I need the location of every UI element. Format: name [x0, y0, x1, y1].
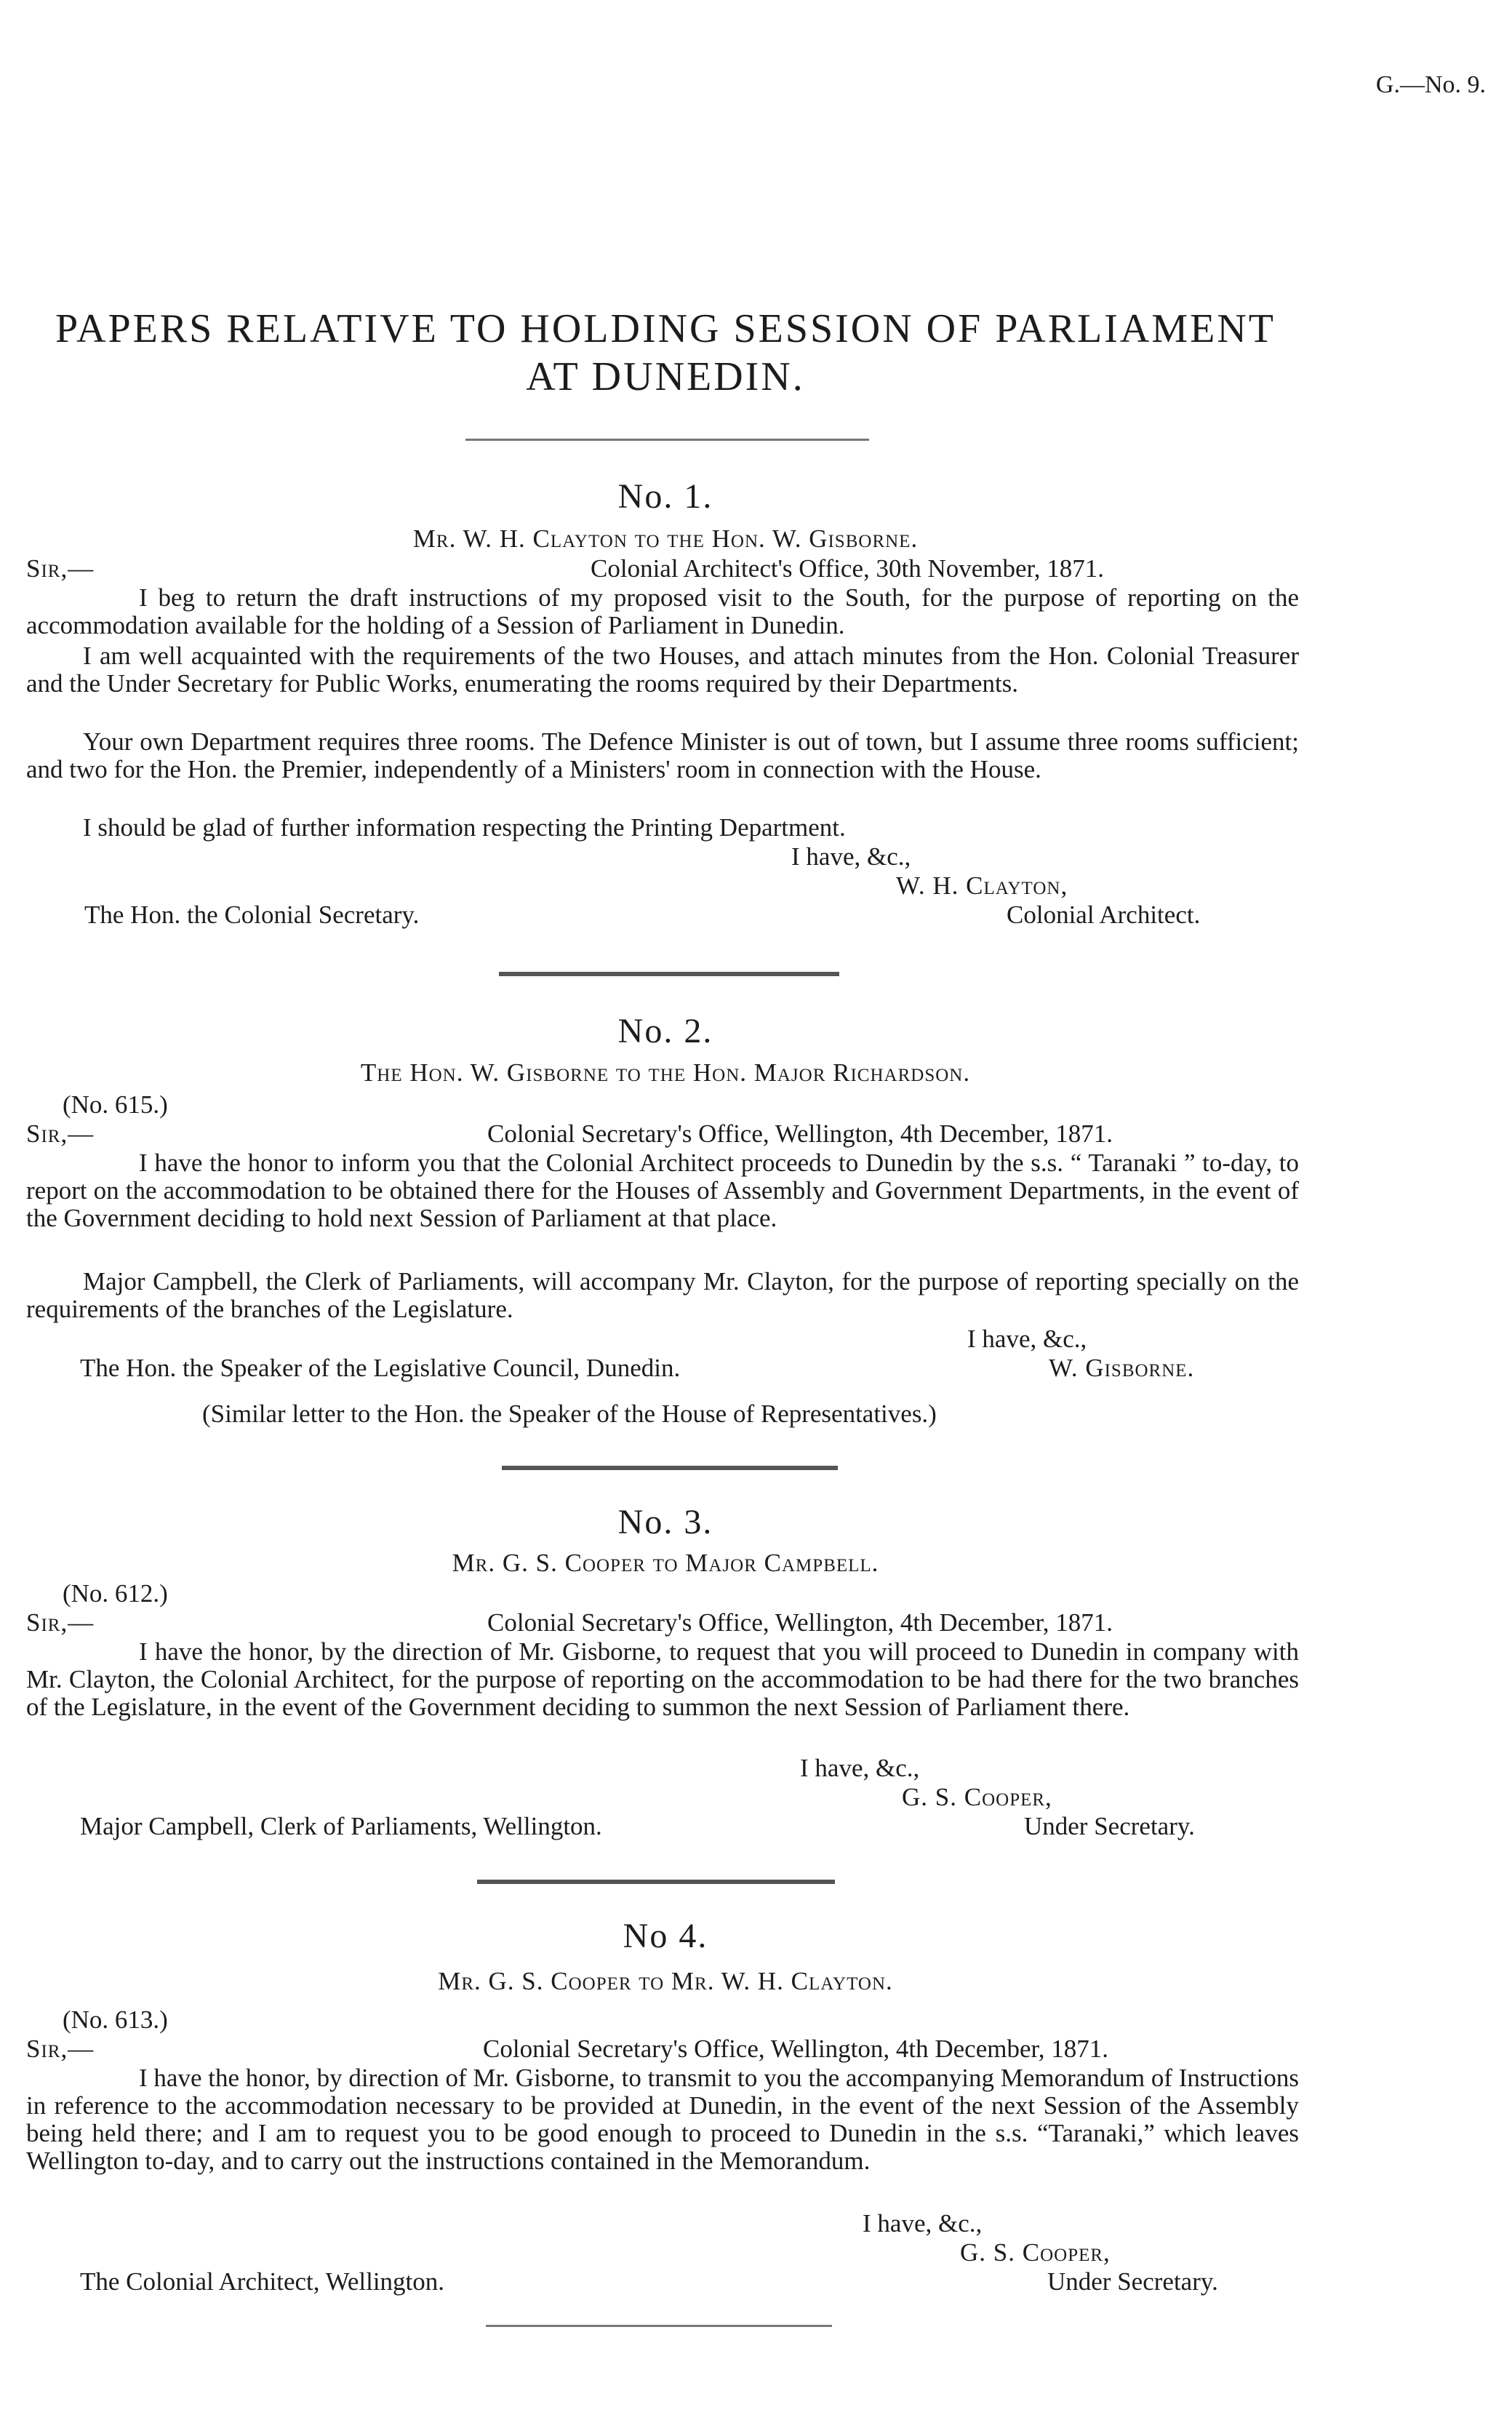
letter-3-signer-title: Under Secretary.: [1024, 1812, 1195, 1840]
letter-2-signature: W. Gisborne.: [1049, 1354, 1195, 1382]
letter-2-dateline: Colonial Secretary's Office, Wellington, 4th December, 1871.: [487, 1119, 1113, 1148]
title-divider: [465, 439, 869, 441]
page-reference: G.—No. 9.: [1375, 71, 1486, 98]
letter-2-paragraph: I have the honor to inform you that the Colonial Architect proceeds to Dunedin by the s.s. “ Taranaki ” to-day, to report on the accommodation to be obtained there for the Houses of Assembly and Government Departments, in the event of the Government deciding to hold next Session of Parliament at that place.: [26, 1149, 1299, 1232]
letter-1-number: No. 1.: [617, 477, 713, 516]
letter-3-salutation: Sir,—: [26, 1608, 95, 1637]
letter-4-closing: I have, &c.,: [863, 2209, 983, 2238]
letter-2-paragraph: Major Campbell, the Clerk of Parliaments, will accompany Mr. Clayton, for the purpose of reporting specially on the requirements of the branches of the Legislature.: [26, 1267, 1299, 1323]
letter-1-closing: I have, &c.,: [791, 842, 911, 871]
section-divider: [499, 972, 839, 976]
letter-4-signer-title: Under Secretary.: [1047, 2267, 1218, 2296]
letter-4-addressee: The Colonial Architect, Wellington.: [80, 2267, 445, 2296]
letter-3-number: No. 3.: [617, 1503, 713, 1541]
letter-4-dateline: Colonial Secretary's Office, Wellington, 4th December, 1871.: [483, 2035, 1109, 2063]
letter-2-salutation: Sir,—: [26, 1119, 95, 1148]
section-divider: [486, 2325, 832, 2327]
letter-4-signature: G. S. Cooper,: [960, 2238, 1111, 2267]
letter-4-number: No 4.: [623, 1917, 708, 1955]
letter-1-paragraph: I should be glad of further information respecting the Printing Department.: [83, 813, 846, 842]
letter-1-dateline: Colonial Architect's Office, 30th November, 1871.: [591, 554, 1105, 583]
letter-1-addressee: The Hon. the Colonial Secretary.: [84, 901, 420, 929]
section-divider: [477, 1880, 835, 1884]
letter-1-paragraph: Your own Department requires three rooms. The Defence Minister is out of town, but I assume three rooms sufficient; and two for the Hon. the Premier, independently of a Ministers' room in connection with the House.: [26, 727, 1299, 783]
letter-1-signature: W. H. Clayton,: [896, 871, 1068, 900]
letter-4-salutation: Sir,—: [26, 2035, 95, 2063]
letter-1-from-to: Mr. W. H. Clayton to the Hon. W. Gisborne.: [412, 524, 919, 553]
document-title-line1: PAPERS RELATIVE TO HOLDING SESSION OF PARLIAMENT: [55, 306, 1276, 351]
document-title-line2: AT DUNEDIN.: [526, 354, 805, 399]
letter-3-dateline: Colonial Secretary's Office, Wellington, 4th December, 1871.: [487, 1608, 1113, 1637]
letter-2-from-to: The Hon. W. Gisborne to the Hon. Major Richardson.: [360, 1058, 971, 1087]
letter-1-paragraph: I beg to return the draft instructions of my proposed visit to the South, for the purpose of reporting on the accommodation available for the holding of a Session of Parliament in Dunedin.: [26, 583, 1299, 639]
letter-3-addressee: Major Campbell, Clerk of Parliaments, Wellington.: [80, 1812, 602, 1840]
letter-2-addressee: The Hon. the Speaker of the Legislative Council, Dunedin.: [80, 1354, 681, 1382]
section-divider: [502, 1466, 838, 1470]
letter-2-note: (Similar letter to the Hon. the Speaker of the House of Representatives.): [202, 1400, 937, 1428]
letter-2-ref: (No. 615.): [63, 1090, 168, 1119]
letter-1-salutation: Sir,—: [26, 554, 95, 583]
letter-3-from-to: Mr. G. S. Cooper to Major Campbell.: [452, 1549, 879, 1577]
letter-3-ref: (No. 612.): [63, 1579, 168, 1608]
letter-1-paragraph: I am well acquainted with the requirements of the two Houses, and attach minutes from the Hon. Colonial Treasurer and the Under Secretary for Public Works, enumerating the rooms required by their Departments.: [26, 642, 1299, 698]
letter-4-paragraph: I have the honor, by direction of Mr. Gisborne, to transmit to you the accompanying Memorandum of Instructions in reference to the accommodation necessary to be provided at Dunedin, in the event of the next Session of the Assembly being held there; and I am to request you to be good enough to proceed to Dunedin in the s.s. “Taranaki,” which leaves Wellington to-day, and to carry out the instructions contained in the Memorandum.: [26, 2064, 1299, 2175]
letter-3-signature: G. S. Cooper,: [902, 1783, 1052, 1811]
letter-1-signer-title: Colonial Architect.: [1007, 901, 1201, 929]
letter-2-closing: I have, &c.,: [967, 1325, 1087, 1353]
letter-2-number: No. 2.: [617, 1012, 713, 1050]
letter-4-ref: (No. 613.): [63, 2005, 168, 2034]
letter-3-paragraph: I have the honor, by the direction of Mr. Gisborne, to request that you will proceed to Dunedin in company with Mr. Clayton, the Colonial Architect, for the purpose of reporting on the accommodation to be had there for the two branches of the Legislature, in the event of the Government deciding to summon the next Session of Parliament there.: [26, 1637, 1299, 1721]
letter-4-from-to: Mr. G. S. Cooper to Mr. W. H. Clayton.: [438, 1967, 893, 1995]
letter-3-closing: I have, &c.,: [800, 1754, 920, 1782]
